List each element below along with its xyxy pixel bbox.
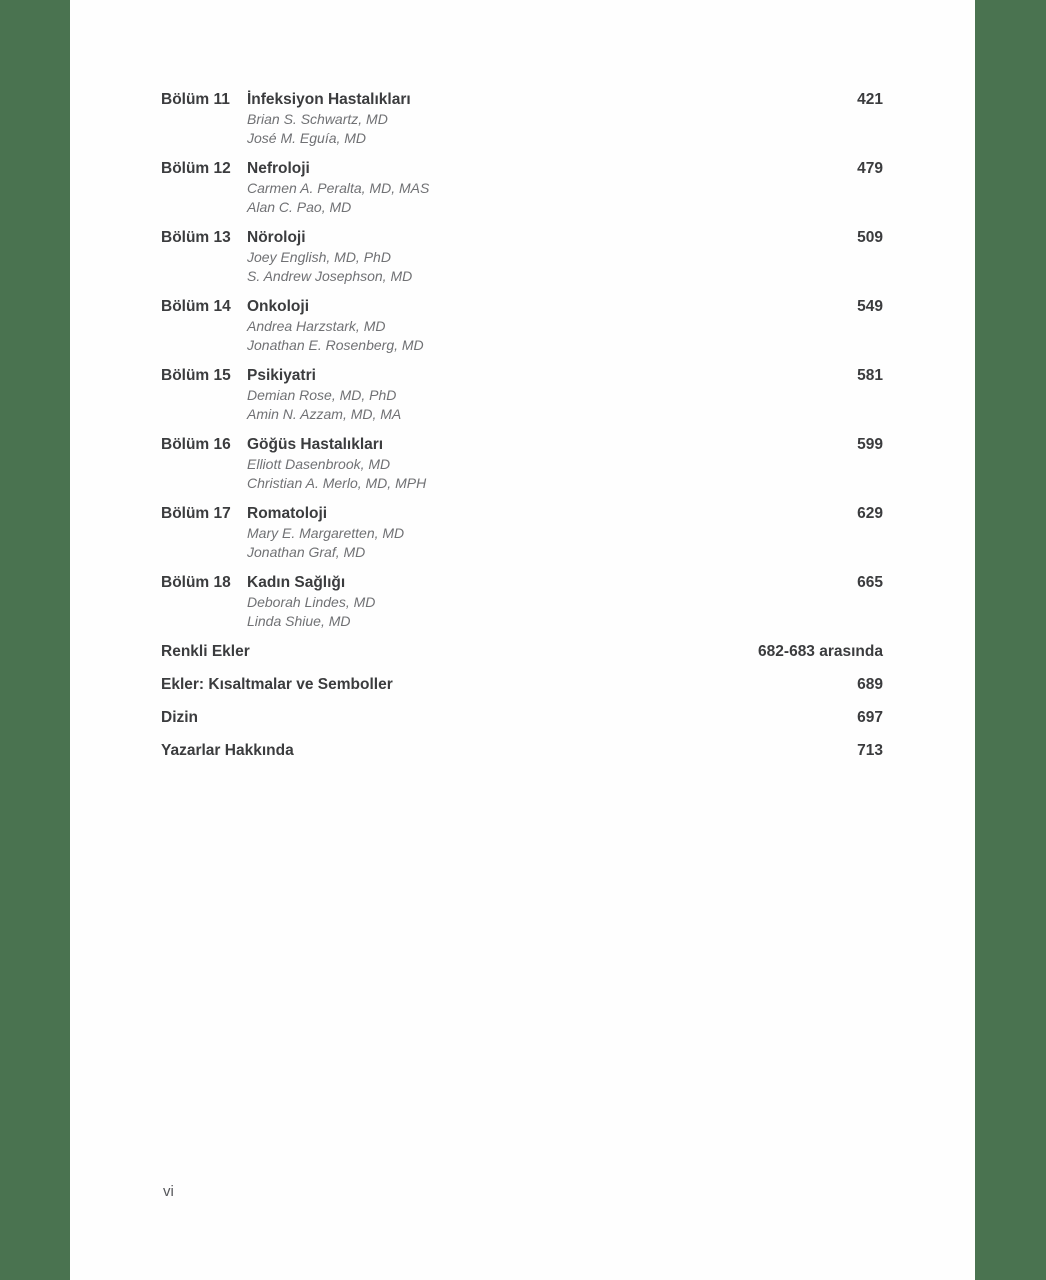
chapter-author: Jonathan Graf, MD (247, 543, 366, 560)
toc-entry (161, 159, 883, 216)
back-matter-section (161, 642, 883, 761)
chapter-author: Jonathan E. Rosenberg, MD (247, 336, 424, 353)
chapter-author: Christian A. Merlo, MD, MPH (247, 474, 427, 491)
back-matter-title: Ekler: Kısaltmalar ve Semboller (161, 676, 393, 693)
chapter-author: Linda Shiue, MD (247, 612, 351, 629)
chapter-author: S. Andrew Josephson, MD (247, 267, 413, 284)
toc-entry (161, 504, 883, 561)
chapter-main (247, 90, 857, 147)
back-matter-page: 697 (857, 709, 883, 726)
chapter-page-number: 629 (857, 505, 883, 522)
chapter-author: Amin N. Azzam, MD, MA (247, 405, 402, 422)
chapter-page-number: 599 (857, 436, 883, 453)
toc-entry (161, 573, 883, 630)
back-matter-title: Dizin (161, 709, 199, 726)
right-margin-bar (975, 0, 1046, 1280)
chapter-label: Bölüm 18 (161, 574, 231, 591)
chapter-title: Göğüs Hastalıkları (247, 436, 384, 453)
back-matter-row (161, 675, 883, 695)
chapter-label: Bölüm 14 (161, 298, 231, 315)
toc-entry (161, 297, 883, 354)
chapter-label: Bölüm 15 (161, 367, 231, 384)
page-number-footer: vi (163, 1183, 174, 1200)
chapter-page-number: 479 (857, 160, 883, 177)
chapter-author: Andrea Harzstark, MD (247, 318, 386, 334)
chapter-author: Demian Rose, MD, PhD (247, 387, 397, 403)
toc-entry (161, 366, 883, 423)
chapter-title: Psikiyatri (247, 367, 316, 384)
left-margin-bar (0, 0, 70, 1280)
back-matter-row (161, 642, 883, 662)
chapter-page-number: 665 (857, 574, 883, 591)
back-matter-row (161, 708, 883, 728)
back-matter-page: 713 (857, 742, 883, 759)
chapter-title: Onkoloji (247, 298, 309, 315)
chapter-page-number: 581 (857, 367, 883, 384)
chapter-main (247, 159, 857, 216)
chapter-label: Bölüm 11 (161, 91, 230, 108)
chapter-page-number: 549 (857, 298, 883, 315)
back-matter-title: Yazarlar Hakkında (161, 742, 294, 759)
chapter-title: İnfeksiyon Hastalıkları (247, 91, 411, 108)
chapter-author: Deborah Lindes, MD (247, 594, 376, 610)
chapter-author: José M. Eguía, MD (247, 129, 367, 146)
back-matter-row (161, 741, 883, 761)
chapter-main (247, 297, 857, 354)
chapter-main (247, 366, 857, 423)
back-matter-page: 682-683 arasında (758, 643, 883, 660)
chapter-label: Bölüm 16 (161, 436, 231, 453)
back-matter-page: 689 (857, 676, 883, 693)
chapter-author: Mary E. Margaretten, MD (247, 525, 405, 541)
chapter-title: Kadın Sağlığı (247, 574, 346, 591)
chapter-author: Brian S. Schwartz, MD (247, 111, 388, 127)
chapter-main (247, 573, 857, 630)
chapter-label: Bölüm 12 (161, 160, 231, 177)
chapter-main (247, 228, 857, 285)
chapter-title: Nefroloji (247, 160, 310, 177)
chapter-author: Carmen A. Peralta, MD, MAS (247, 180, 430, 196)
back-matter-title: Renkli Ekler (161, 643, 250, 660)
chapter-label: Bölüm 13 (161, 229, 231, 246)
chapter-author: Alan C. Pao, MD (247, 198, 352, 215)
chapter-title: Romatoloji (247, 505, 328, 522)
toc-entry (161, 90, 883, 147)
toc-entry (161, 228, 883, 285)
toc-content (161, 90, 883, 774)
chapter-author: Elliott Dasenbrook, MD (247, 456, 391, 472)
chapter-main (247, 435, 857, 492)
chapter-page-number: 509 (857, 229, 883, 246)
chapter-label: Bölüm 17 (161, 505, 231, 522)
chapter-author: Joey English, MD, PhD (247, 249, 391, 265)
toc-entry (161, 435, 883, 492)
chapter-page-number: 421 (857, 91, 883, 108)
chapter-main (247, 504, 857, 561)
chapter-title: Nöroloji (247, 229, 306, 246)
